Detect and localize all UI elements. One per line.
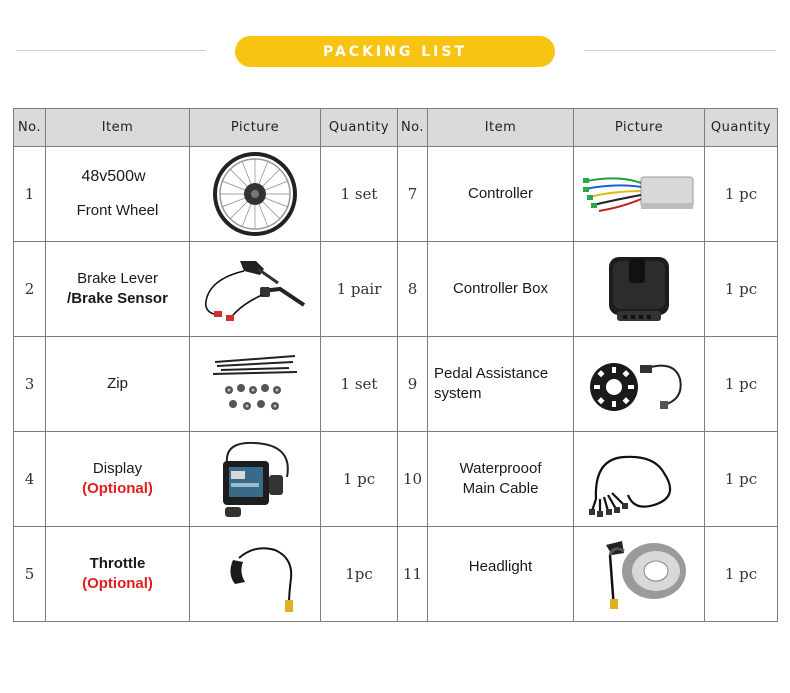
column-header-no: No. bbox=[398, 109, 428, 147]
item-quantity: 1 set bbox=[321, 337, 398, 432]
item-picture bbox=[190, 432, 321, 527]
item-name bbox=[428, 337, 574, 432]
item-number: 5 bbox=[14, 527, 46, 622]
left-divider-line bbox=[16, 50, 206, 51]
item-name-line2: Front Wheel bbox=[76, 202, 159, 219]
main-cable-icon bbox=[584, 439, 694, 519]
pedal-sensor-icon bbox=[584, 349, 694, 419]
item-picture bbox=[190, 242, 321, 337]
item-number: 11 bbox=[398, 527, 428, 622]
item-name bbox=[46, 242, 190, 337]
item-quantity: 1 pc bbox=[705, 527, 778, 622]
item-number: 8 bbox=[398, 242, 428, 337]
table-row bbox=[14, 337, 778, 432]
item-name-line2: Main Cable bbox=[462, 480, 539, 497]
item-number: 10 bbox=[398, 432, 428, 527]
column-header-picture: Picture bbox=[574, 109, 705, 147]
column-header-no: No. bbox=[14, 109, 46, 147]
item-quantity: 1pc bbox=[321, 527, 398, 622]
item-number: 3 bbox=[14, 337, 46, 432]
item-name bbox=[428, 527, 574, 622]
item-quantity: 1 pair bbox=[321, 242, 398, 337]
table-row bbox=[14, 527, 778, 622]
item-picture bbox=[574, 432, 705, 527]
item-name-line1: 48v500w bbox=[81, 168, 146, 185]
item-name-line1: Brake Lever bbox=[77, 270, 158, 287]
item-quantity: 1 pc bbox=[321, 432, 398, 527]
item-name bbox=[428, 432, 574, 527]
item-quantity: 1 pc bbox=[705, 147, 778, 242]
optional-badge: (Optional) bbox=[82, 480, 153, 497]
headlight-icon bbox=[584, 531, 694, 617]
controller-icon bbox=[579, 169, 699, 219]
item-number: 4 bbox=[14, 432, 46, 527]
table-row bbox=[14, 242, 778, 337]
item-number: 1 bbox=[14, 147, 46, 242]
item-name bbox=[46, 337, 190, 432]
throttle-icon bbox=[205, 534, 305, 614]
item-name-line2: system bbox=[434, 385, 482, 402]
column-header-picture: Picture bbox=[190, 109, 321, 147]
item-name-line1: Zip bbox=[107, 375, 128, 392]
item-quantity: 1 pc bbox=[705, 337, 778, 432]
table-header-row bbox=[14, 109, 778, 147]
item-picture bbox=[574, 337, 705, 432]
item-picture bbox=[574, 527, 705, 622]
table-row bbox=[14, 432, 778, 527]
packing-list-banner: PACKING LIST bbox=[235, 36, 555, 67]
item-name-line1: Waterprooof bbox=[459, 460, 542, 477]
item-name bbox=[428, 147, 574, 242]
item-quantity: 1 pc bbox=[705, 432, 778, 527]
optional-badge: (Optional) bbox=[82, 575, 153, 592]
item-name bbox=[46, 147, 190, 242]
column-header-item: Item bbox=[428, 109, 574, 147]
item-name bbox=[428, 242, 574, 337]
item-picture bbox=[190, 337, 321, 432]
column-header-quantity: Quantity bbox=[321, 109, 398, 147]
packing-list-table bbox=[13, 108, 778, 622]
item-name-line1: Throttle bbox=[89, 555, 146, 572]
item-name bbox=[46, 432, 190, 527]
item-picture bbox=[190, 147, 321, 242]
item-picture bbox=[574, 147, 705, 242]
item-quantity: 1 set bbox=[321, 147, 398, 242]
item-quantity: 1 pc bbox=[705, 242, 778, 337]
zip-ties-icon bbox=[205, 344, 305, 424]
item-name-line1: Headlight bbox=[468, 558, 533, 575]
controller-box-icon bbox=[599, 249, 679, 329]
item-name-line1: Controller bbox=[467, 185, 534, 202]
item-name-line1: Display bbox=[92, 460, 143, 477]
item-name-line1: Pedal Assistance bbox=[434, 365, 549, 382]
column-header-quantity: Quantity bbox=[705, 109, 778, 147]
display-icon bbox=[205, 437, 305, 521]
item-number: 9 bbox=[398, 337, 428, 432]
table-row bbox=[14, 147, 778, 242]
item-picture bbox=[574, 242, 705, 337]
brake-lever-icon bbox=[200, 249, 310, 329]
item-name bbox=[46, 527, 190, 622]
front-wheel-icon bbox=[210, 150, 300, 238]
item-number: 7 bbox=[398, 147, 428, 242]
item-number: 2 bbox=[14, 242, 46, 337]
item-picture bbox=[190, 527, 321, 622]
item-name-line1: Controller Box bbox=[452, 280, 549, 297]
column-header-item: Item bbox=[46, 109, 190, 147]
item-name-line2: /Brake Sensor bbox=[67, 290, 168, 307]
right-divider-line bbox=[584, 50, 776, 51]
